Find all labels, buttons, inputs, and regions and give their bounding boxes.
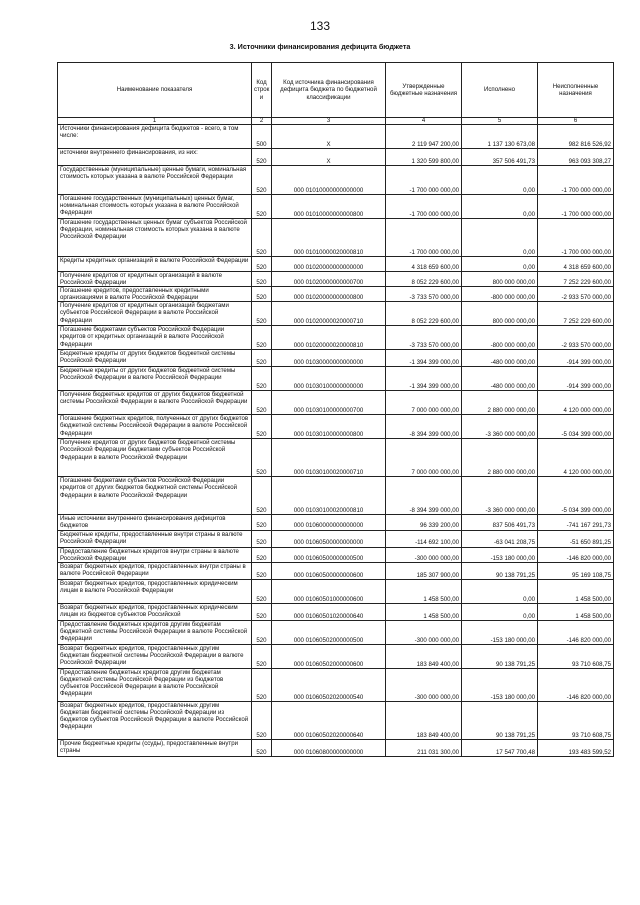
table-row <box>58 257 614 272</box>
row-source-code: 000 01020000020000810 <box>272 326 386 350</box>
row-line-code: 520 <box>252 415 272 439</box>
row-unexecuted: -51 650 891,25 <box>538 530 614 547</box>
row-approved: 1 320 599 800,00 <box>386 149 462 166</box>
row-name: Предоставление бюджетных кредитов внутри страны в валюте Российской Федерации <box>58 547 252 562</box>
row-unexecuted: -146 820 000,00 <box>538 620 614 644</box>
header-line-code: Код строк и <box>252 63 272 118</box>
row-name: Погашение бюджетами субъектов Российской Федерации кредитов от других бюджетов бюджетной системы Российской Федерации в валюте Российской Федерации <box>58 477 252 515</box>
row-name: Иные источники внутреннего финансирования дефицитов бюджетов <box>58 515 252 530</box>
row-executed: 357 506 491,73 <box>462 149 538 166</box>
row-line-code: 520 <box>252 195 272 219</box>
row-approved: -8 394 399 000,00 <box>386 477 462 515</box>
row-name: Кредиты кредитных организаций в валюте Российской Федерации <box>58 257 252 272</box>
row-source-code: 000 01060501020000640 <box>272 603 386 620</box>
row-line-code: 520 <box>252 257 272 272</box>
row-executed: 2 880 000 000,00 <box>462 439 538 477</box>
row-unexecuted: -741 167 291,73 <box>538 515 614 530</box>
column-number-row <box>58 118 614 125</box>
row-name: источники внутреннего финансирования, из них: <box>58 149 252 166</box>
row-source-code: 000 01030100020000810 <box>272 477 386 515</box>
table-row <box>58 149 614 166</box>
row-line-code: 520 <box>252 326 272 350</box>
row-line-code: 520 <box>252 603 272 620</box>
row-source-code: 000 01010000000000000 <box>272 166 386 195</box>
row-line-code: 520 <box>252 547 272 562</box>
row-executed: 17 547 700,48 <box>462 739 538 756</box>
row-line-code: 520 <box>252 272 272 287</box>
row-executed: -153 180 000,00 <box>462 620 538 644</box>
row-unexecuted: -146 820 000,00 <box>538 668 614 701</box>
row-executed: -3 360 000 000,00 <box>462 415 538 439</box>
row-approved: -300 000 000,00 <box>386 620 462 644</box>
row-executed: -3 360 000 000,00 <box>462 477 538 515</box>
row-source-code: 000 01010000020000810 <box>272 219 386 257</box>
row-source-code: 000 01010000000000800 <box>272 195 386 219</box>
table-row <box>58 415 614 439</box>
row-source-code: 000 01060502000000600 <box>272 644 386 668</box>
row-approved: -3 733 570 000,00 <box>386 326 462 350</box>
row-unexecuted: 4 120 000 000,00 <box>538 391 614 415</box>
row-executed: 0,00 <box>462 195 538 219</box>
page-number: 133 <box>309 19 331 33</box>
row-executed: -153 180 000,00 <box>462 547 538 562</box>
row-approved: -1 700 000 000,00 <box>386 195 462 219</box>
row-unexecuted: 4 318 659 600,00 <box>538 257 614 272</box>
table-row <box>58 166 614 195</box>
row-name: Погашение государственных (муниципальных) ценных бумаг, номинальная стоимость которых указана в валюте Российской Федерации <box>58 195 252 219</box>
row-approved: 7 000 000 000,00 <box>386 391 462 415</box>
row-approved: 1 458 500,00 <box>386 579 462 603</box>
row-executed: 1 137 130 673,08 <box>462 125 538 149</box>
row-line-code: 520 <box>252 391 272 415</box>
row-source-code: 000 01020000020000710 <box>272 302 386 326</box>
header-unexecuted: Неисполненные назначения <box>538 63 614 118</box>
row-line-code: 520 <box>252 644 272 668</box>
row-line-code: 520 <box>252 166 272 195</box>
row-executed: -800 000 000,00 <box>462 326 538 350</box>
row-source-code: 000 01030100000000700 <box>272 391 386 415</box>
row-approved: 96 339 200,00 <box>386 515 462 530</box>
row-name: Погашение государственных ценных бумаг субъектов Российской Федерации, номинальная стоимость которых указана в валюте Российской Федерации <box>58 219 252 257</box>
row-approved: 8 052 229 600,00 <box>386 302 462 326</box>
row-name: Получение кредитов от других бюджетов бюджетной системы Российской Федерации бюджетами субъектов Российской Федерации в валюте Российской Федерации <box>58 439 252 477</box>
row-executed: 800 000 000,00 <box>462 302 538 326</box>
row-name: Возврат бюджетных кредитов, предоставленных юридическим лицам в валюте Российской Федерации <box>58 579 252 603</box>
table-row <box>58 620 614 644</box>
table-row <box>58 477 614 515</box>
row-approved: -300 000 000,00 <box>386 547 462 562</box>
row-unexecuted: -1 700 000 000,00 <box>538 219 614 257</box>
row-line-code: 520 <box>252 477 272 515</box>
row-name: Источники финансирования дефицита бюджетов - всего, в том числе: <box>58 125 252 149</box>
row-source-code: X <box>272 149 386 166</box>
row-name: Получение бюджетных кредитов от других бюджетов бюджетной системы Российской Федерации в валюте Российской Федерации <box>58 391 252 415</box>
table-row <box>58 603 614 620</box>
row-executed: 0,00 <box>462 219 538 257</box>
row-unexecuted: -5 034 399 000,00 <box>538 415 614 439</box>
table-row <box>58 125 614 149</box>
table-row <box>58 272 614 287</box>
header-indicator-name: Наименование показателя <box>58 63 252 118</box>
row-executed: 0,00 <box>462 166 538 195</box>
row-name: Предоставление бюджетных кредитов другим бюджетам бюджетной системы Российской Федерации из бюджетов субъектов Российской Федерации в валюте Российской Федерации <box>58 668 252 701</box>
section-title: 3. Источники финансирования дефицита бюджета <box>229 42 411 51</box>
table-row <box>58 350 614 367</box>
row-line-code: 520 <box>252 620 272 644</box>
row-unexecuted: -914 399 000,00 <box>538 367 614 391</box>
row-unexecuted: -2 933 570 000,00 <box>538 287 614 302</box>
row-unexecuted: -146 820 000,00 <box>538 547 614 562</box>
column-number: 3 <box>272 118 386 125</box>
row-unexecuted: 963 093 308,27 <box>538 149 614 166</box>
table-row <box>58 644 614 668</box>
row-source-code: 000 01060501000000600 <box>272 579 386 603</box>
row-executed: -800 000 000,00 <box>462 287 538 302</box>
row-approved: -8 394 399 000,00 <box>386 415 462 439</box>
row-source-code: 000 01030100000000000 <box>272 367 386 391</box>
table-row <box>58 391 614 415</box>
row-unexecuted: 4 120 000 000,00 <box>538 439 614 477</box>
row-line-code: 520 <box>252 668 272 701</box>
row-approved: -1 700 000 000,00 <box>386 166 462 195</box>
row-line-code: 520 <box>252 562 272 579</box>
row-approved: -1 394 399 000,00 <box>386 367 462 391</box>
row-unexecuted: -914 399 000,00 <box>538 350 614 367</box>
column-number: 5 <box>462 118 538 125</box>
row-line-code: 520 <box>252 367 272 391</box>
row-unexecuted: -1 700 000 000,00 <box>538 195 614 219</box>
header-row <box>58 63 614 118</box>
row-executed: 90 138 791,25 <box>462 644 538 668</box>
row-line-code: 520 <box>252 530 272 547</box>
row-executed: 0,00 <box>462 257 538 272</box>
row-unexecuted: 1 458 500,00 <box>538 603 614 620</box>
table-row <box>58 739 614 756</box>
row-line-code: 520 <box>252 350 272 367</box>
row-approved: 185 307 900,00 <box>386 562 462 579</box>
row-approved: 211 031 300,00 <box>386 739 462 756</box>
row-approved: 1 458 500,00 <box>386 603 462 620</box>
table-row <box>58 701 614 739</box>
row-approved: 4 318 659 600,00 <box>386 257 462 272</box>
row-approved: 183 849 400,00 <box>386 644 462 668</box>
row-executed: 837 506 491,73 <box>462 515 538 530</box>
column-number: 1 <box>58 118 252 125</box>
row-line-code: 500 <box>252 125 272 149</box>
table-row <box>58 668 614 701</box>
row-name: Прочие бюджетные кредиты (ссуды), предоставленные внутри страны <box>58 739 252 756</box>
row-unexecuted: 193 483 599,52 <box>538 739 614 756</box>
row-name: Бюджетные кредиты, предоставленные внутри страны в валюте Российской Федерации <box>58 530 252 547</box>
row-name: Предоставление бюджетных кредитов другим бюджетам бюджетной системы Российской Федерации в валюте Российской Федерации <box>58 620 252 644</box>
row-source-code: 000 01060500000000600 <box>272 562 386 579</box>
row-approved: 2 119 947 200,00 <box>386 125 462 149</box>
row-approved: -114 692 100,00 <box>386 530 462 547</box>
header-approved: Утвержденные бюджетные назначения <box>386 63 462 118</box>
row-name: Получение кредитов от кредитных организаций в валюте Российской Федерации <box>58 272 252 287</box>
table-row <box>58 515 614 530</box>
table-row <box>58 579 614 603</box>
row-name: Возврат бюджетных кредитов, предоставленных другим бюджетам бюджетной системы Российской Федерации из бюджетов субъектов Российской Федерации в валюте Российской Федерации <box>58 701 252 739</box>
row-source-code: 000 01020000000000700 <box>272 272 386 287</box>
row-executed: 90 138 791,25 <box>462 701 538 739</box>
row-name: Государственные (муниципальные) ценные бумаги, номинальная стоимость которых указана в валюте Российской Федерации <box>58 166 252 195</box>
row-line-code: 520 <box>252 701 272 739</box>
sources-table <box>57 62 614 757</box>
row-unexecuted: 93 710 608,75 <box>538 644 614 668</box>
row-name: Возврат бюджетных кредитов, предоставленных внутри страны в валюте Российской Федерации <box>58 562 252 579</box>
header-executed: Исполнено <box>462 63 538 118</box>
row-executed: 2 880 000 000,00 <box>462 391 538 415</box>
row-executed: 0,00 <box>462 579 538 603</box>
row-unexecuted: -1 700 000 000,00 <box>538 166 614 195</box>
table-row <box>58 562 614 579</box>
header-source-code: Код источника финансирования дефицита бюджета по бюджетной классификации <box>272 63 386 118</box>
row-approved: 8 052 229 600,00 <box>386 272 462 287</box>
row-name: Погашение бюджетами субъектов Российской Федерации кредитов от кредитных организаций в валюте Российской Федерации <box>58 326 252 350</box>
row-name: Возврат бюджетных кредитов, предоставленных юридическим лицам из бюджетов субъектов Российской <box>58 603 252 620</box>
row-executed: -63 041 208,75 <box>462 530 538 547</box>
row-source-code: 000 01060502020000640 <box>272 701 386 739</box>
row-unexecuted: -2 933 570 000,00 <box>538 326 614 350</box>
row-unexecuted: 7 252 229 600,00 <box>538 272 614 287</box>
table-row <box>58 195 614 219</box>
row-line-code: 520 <box>252 439 272 477</box>
table-row <box>58 302 614 326</box>
row-unexecuted: 1 458 500,00 <box>538 579 614 603</box>
row-unexecuted: 7 252 229 600,00 <box>538 302 614 326</box>
row-line-code: 520 <box>252 149 272 166</box>
row-source-code: 000 01020000000000000 <box>272 257 386 272</box>
row-unexecuted: 982 816 526,92 <box>538 125 614 149</box>
row-source-code: 000 01060500000000000 <box>272 530 386 547</box>
row-source-code: X <box>272 125 386 149</box>
row-approved: -1 700 000 000,00 <box>386 219 462 257</box>
row-approved: 183 849 400,00 <box>386 701 462 739</box>
row-approved: -1 394 399 000,00 <box>386 350 462 367</box>
row-executed: 90 138 791,25 <box>462 562 538 579</box>
row-name: Погашение кредитов, предоставленных кредитными организациями в валюте Российской Федерации <box>58 287 252 302</box>
row-executed: -153 180 000,00 <box>462 668 538 701</box>
row-executed: -480 000 000,00 <box>462 367 538 391</box>
table-row <box>58 287 614 302</box>
table-row <box>58 367 614 391</box>
row-approved: -300 000 000,00 <box>386 668 462 701</box>
table-row <box>58 219 614 257</box>
table-row <box>58 530 614 547</box>
row-unexecuted: -5 034 399 000,00 <box>538 477 614 515</box>
row-name: Возврат бюджетных кредитов, предоставленных другим бюджетам бюджетной системы Российской Федерации в валюте Российской Федерации <box>58 644 252 668</box>
row-source-code: 000 01030100000000800 <box>272 415 386 439</box>
row-executed: -480 000 000,00 <box>462 350 538 367</box>
row-source-code: 000 01060800000000000 <box>272 739 386 756</box>
column-number: 4 <box>386 118 462 125</box>
row-approved: -3 733 570 000,00 <box>386 287 462 302</box>
column-number: 6 <box>538 118 614 125</box>
row-executed: 800 000 000,00 <box>462 272 538 287</box>
row-unexecuted: 95 169 108,75 <box>538 562 614 579</box>
row-source-code: 000 01060000000000000 <box>272 515 386 530</box>
row-name: Бюджетные кредиты от других бюджетов бюджетной системы Российской Федерации <box>58 350 252 367</box>
row-executed: 0,00 <box>462 603 538 620</box>
row-line-code: 520 <box>252 515 272 530</box>
table-row <box>58 326 614 350</box>
column-number: 2 <box>252 118 272 125</box>
table-row <box>58 547 614 562</box>
row-source-code: 000 01030000000000000 <box>272 350 386 367</box>
row-unexecuted: 93 710 608,75 <box>538 701 614 739</box>
row-source-code: 000 01020000000000800 <box>272 287 386 302</box>
row-line-code: 520 <box>252 219 272 257</box>
row-line-code: 520 <box>252 579 272 603</box>
row-source-code: 000 01060502000000500 <box>272 620 386 644</box>
row-source-code: 000 01030100020000710 <box>272 439 386 477</box>
row-line-code: 520 <box>252 739 272 756</box>
row-source-code: 000 01060500000000500 <box>272 547 386 562</box>
row-name: Получение кредитов от кредитных организаций бюджетами субъектов Российской Федерации в валюте Российской Федерации <box>58 302 252 326</box>
row-source-code: 000 01060502020000540 <box>272 668 386 701</box>
row-approved: 7 000 000 000,00 <box>386 439 462 477</box>
row-name: Погашение бюджетных кредитов, полученных от других бюджетов бюджетной системы Российской Федерации в валюте Российской Федерации <box>58 415 252 439</box>
row-line-code: 520 <box>252 302 272 326</box>
row-line-code: 520 <box>252 287 272 302</box>
table-row <box>58 439 614 477</box>
row-name: Бюджетные кредиты от других бюджетов бюджетной системы Российской Федерации в валюте Российской Федерации <box>58 367 252 391</box>
